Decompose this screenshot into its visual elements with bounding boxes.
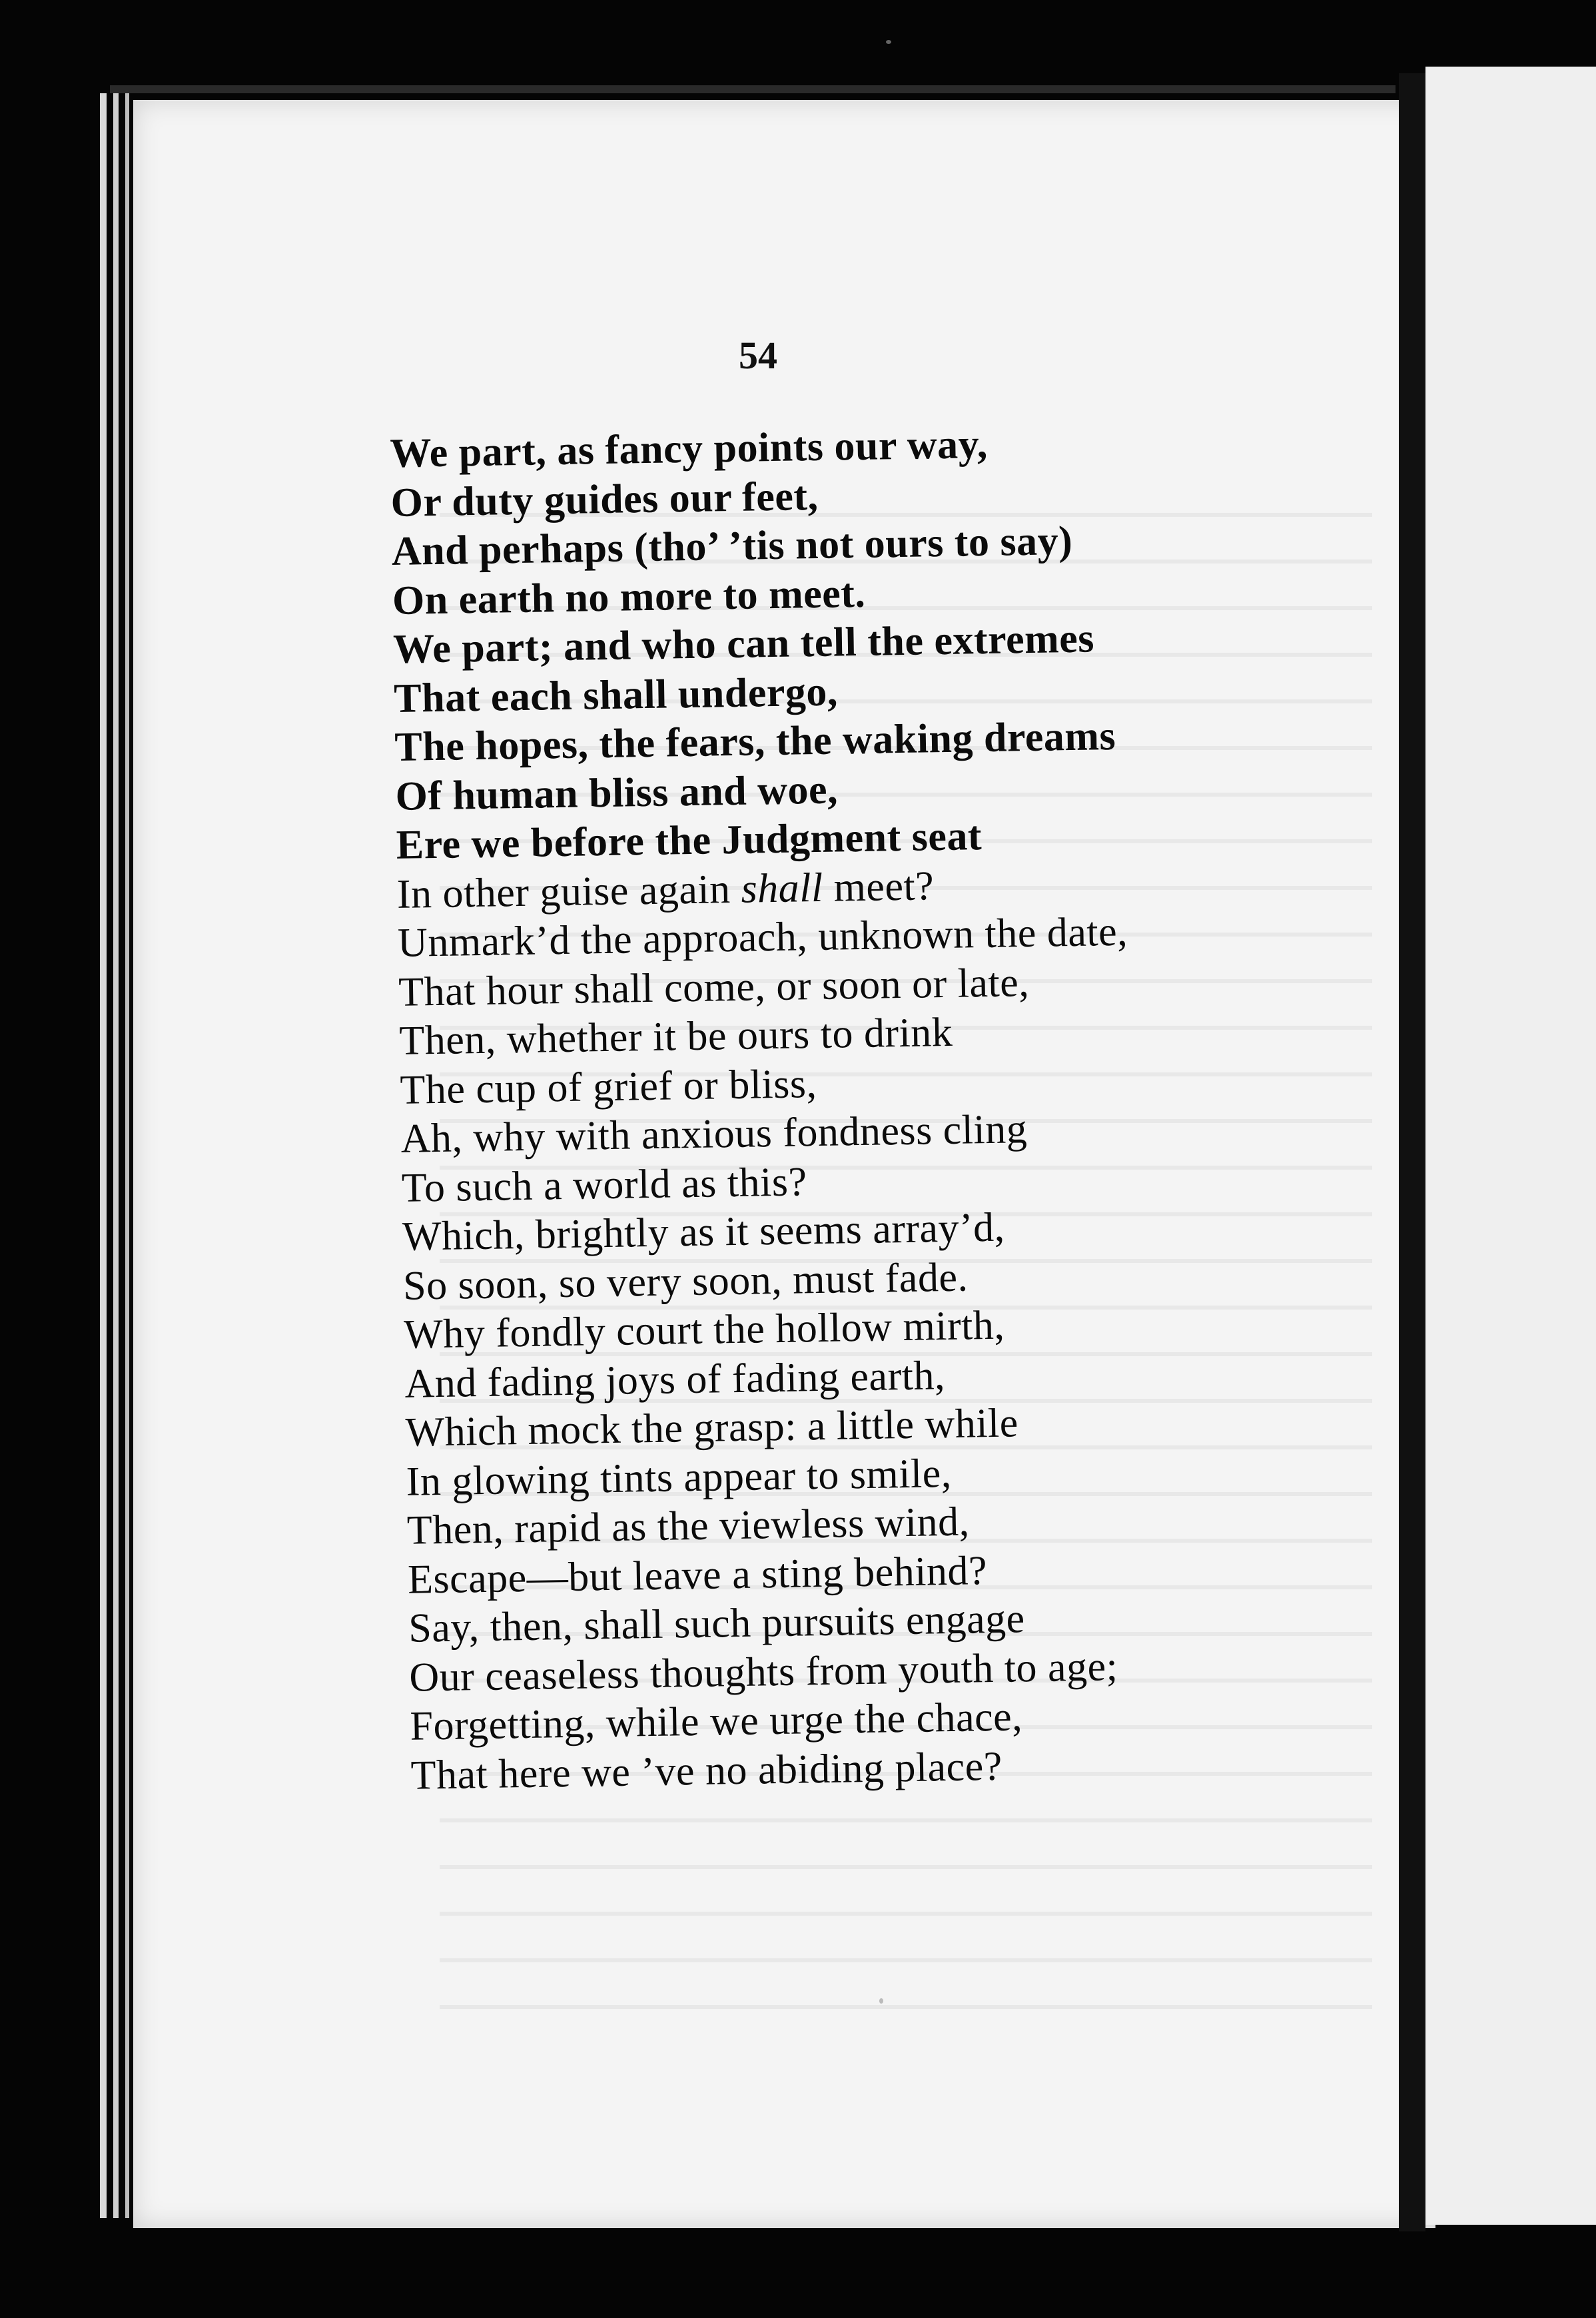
facing-page-edge <box>1425 67 1596 2225</box>
poem-line: Then, whether it be ours to drink <box>398 1009 953 1064</box>
book-gutter <box>1399 73 1425 2231</box>
poem-line: We part; and who can tell the extremes <box>392 615 1095 672</box>
poem-line: Ah, why with anxious fondness cling <box>400 1106 1028 1162</box>
poem-line: Of human bliss and woe, <box>395 767 839 819</box>
poem-line: The cup of grief or bliss, <box>400 1060 817 1113</box>
poem-line: That here we ’ve no abiding place? <box>410 1743 1003 1798</box>
poem-text <box>390 415 1330 1800</box>
scan-speck <box>886 40 891 44</box>
poem-line: And fading joys of fading earth, <box>404 1352 946 1407</box>
poem-line: We part, as fancy points our way, <box>390 421 989 476</box>
poem-line: Escape—but leave a sting behind? <box>407 1547 988 1603</box>
page-stack-edge <box>113 93 119 2218</box>
poem-line: On earth no more to meet. <box>392 570 866 623</box>
poem-line: That hour shall come, or soon or late, <box>398 959 1030 1015</box>
poem-line: Our ceaseless thoughts from youth to age; <box>408 1643 1118 1701</box>
page-stack-edge <box>100 93 107 2218</box>
emphasized-word: shall <box>741 865 824 912</box>
poem-line: Unmark’d the approach, unknown the date, <box>397 909 1128 966</box>
poem-line: And perhaps (tho’ ’tis not ours to say) <box>391 518 1073 574</box>
poem-line: That each shall undergo, <box>393 668 839 721</box>
poem-line: Which, brightly as it seems array’d, <box>402 1204 1006 1260</box>
poem-line: In other guise again shall meet? <box>396 863 935 917</box>
poem-line: The hopes, the fears, the waking dreams <box>394 713 1116 770</box>
poem-line: Ere we before the Judgment seat <box>396 813 983 868</box>
poem-line: Forgetting, while we urge the chace, <box>410 1694 1023 1749</box>
poem-line: In glowing tints appear to smile, <box>406 1450 953 1505</box>
poem-line: To such a world as this? <box>401 1158 807 1211</box>
page-number: 54 <box>739 334 777 377</box>
page-top-edge <box>110 85 1396 93</box>
poem-line: So soon, so very soon, must fade. <box>402 1254 969 1309</box>
poem-line: Or duty guides our feet, <box>390 473 819 526</box>
page-stack-edge <box>125 93 129 2218</box>
poem-line: Which mock the grasp: a little while <box>405 1400 1019 1455</box>
poem-line: Say, then, shall such pursuits engage <box>408 1596 1026 1651</box>
poem-line: Why fondly court the hollow mirth, <box>403 1302 1005 1357</box>
poem-line: Then, rapid as the viewless wind, <box>406 1499 971 1553</box>
paper-speck <box>879 1998 883 2004</box>
